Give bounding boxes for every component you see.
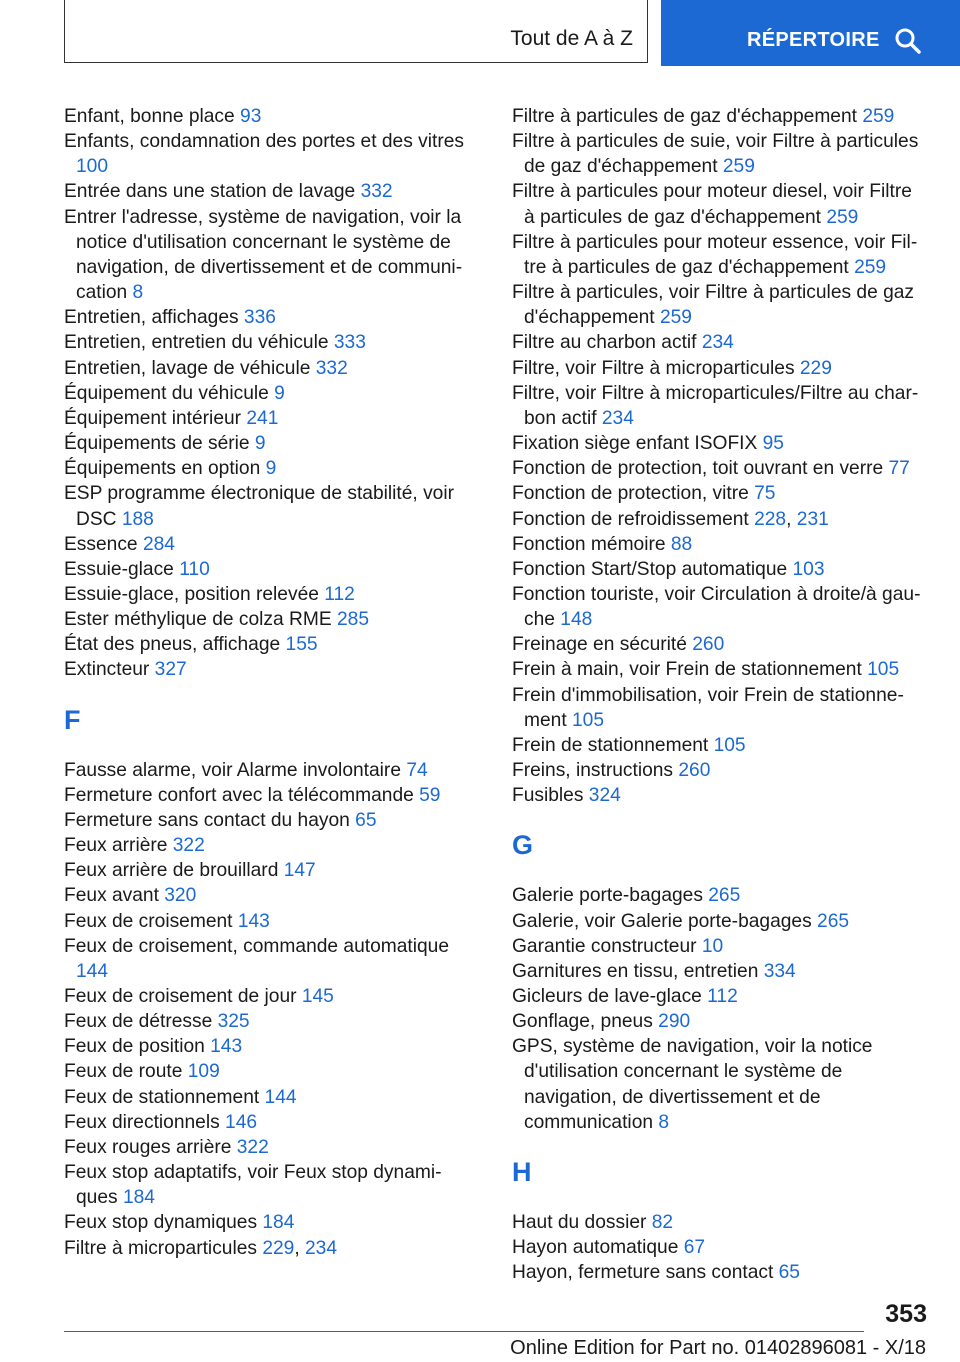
page-ref-link[interactable]: 229 bbox=[799, 357, 832, 379]
index-entry-text: Garantie constructeur bbox=[512, 935, 702, 957]
index-entry-text: Feux de position bbox=[64, 1036, 211, 1058]
index-entry bbox=[512, 632, 927, 657]
page-ref-link[interactable]: 332 bbox=[315, 357, 348, 379]
index-entry-text: Feux directionnels bbox=[64, 1111, 226, 1133]
page-ref-link[interactable]: 9 bbox=[254, 433, 266, 455]
index-letter-heading: F bbox=[64, 704, 81, 735]
index-entry bbox=[64, 984, 464, 1009]
tab-repertoire[interactable] bbox=[661, 0, 960, 66]
index-entry bbox=[512, 381, 927, 431]
index-entry-text: Équipement intérieur bbox=[64, 407, 247, 429]
index-entry bbox=[512, 431, 927, 456]
index-entry bbox=[64, 1210, 464, 1235]
index-entry-text: Fixation siège enfant ISOFIX bbox=[512, 433, 763, 455]
page-ref-link[interactable]: 8 bbox=[132, 282, 144, 304]
index-entry-text: Filtre à particules pour moteur essence, voir Filtre à particules de gaz d'échappement bbox=[512, 231, 918, 278]
page-ref-link[interactable]: 324 bbox=[588, 785, 621, 807]
page-ref-link[interactable]: 322 bbox=[172, 835, 205, 857]
page-ref-link[interactable]: 112 bbox=[324, 583, 355, 605]
page-ref-link[interactable]: 10 bbox=[701, 935, 724, 957]
index-entry-text: Filtre à microparticules bbox=[64, 1237, 263, 1259]
page-ref-link[interactable]: 231 bbox=[796, 508, 829, 530]
page-ref-link[interactable]: 143 bbox=[237, 910, 270, 932]
index-entry bbox=[512, 557, 927, 582]
index-entry-text: Fermeture confort avec la télécommande bbox=[64, 784, 420, 806]
index-entry-text: Filtre, voir Filtre à microparticules/Filtre au charbon actif bbox=[512, 382, 919, 429]
footer-divider bbox=[64, 1331, 864, 1332]
index-entry-text: Feux avant bbox=[64, 885, 165, 907]
index-entry bbox=[512, 657, 927, 682]
index-entry bbox=[512, 104, 927, 129]
index-entry-text: Équipements en option bbox=[64, 458, 266, 480]
page-ref-link[interactable]: 100 bbox=[76, 156, 109, 178]
index-entry bbox=[512, 683, 927, 733]
page-ref-link[interactable]: 234 bbox=[601, 407, 634, 429]
tab-repertoire-label: RÉPERTOIRE bbox=[747, 29, 880, 51]
index-entry-text: Garnitures en tissu, entretien bbox=[512, 960, 764, 982]
page-ref-link[interactable]: 241 bbox=[246, 407, 279, 429]
index-entry bbox=[64, 456, 464, 481]
page-ref-link[interactable]: 336 bbox=[243, 307, 276, 329]
index-entry bbox=[512, 1235, 927, 1260]
index-entry-text: Ester méthylique de colza RME bbox=[64, 609, 338, 631]
page-ref-link[interactable]: 9 bbox=[274, 382, 285, 404]
index-entry-text: GPS, système de navigation, voir la notice d'utilisation concernant le système de navigation, de divertissement et de communication bbox=[512, 1036, 873, 1133]
index-entry-text: Entretien, entretien du véhicule bbox=[64, 332, 334, 354]
index-entry bbox=[64, 481, 464, 531]
index-entry-text: Gonflage, pneus bbox=[512, 1011, 659, 1033]
index-entry-text: Fonction de refroidissement bbox=[512, 508, 755, 530]
index-entry bbox=[64, 356, 464, 381]
index-entry bbox=[512, 909, 927, 934]
page-ref-link[interactable]: 147 bbox=[283, 860, 316, 882]
page-ref-link[interactable]: 105 bbox=[572, 709, 605, 731]
index-entry bbox=[512, 984, 927, 1009]
index-entry-text: Feux de stationnement bbox=[64, 1086, 265, 1108]
index-entry bbox=[64, 1160, 464, 1210]
page-ref-link[interactable]: 143 bbox=[210, 1036, 243, 1058]
index-entry bbox=[64, 758, 464, 783]
page-ref-link[interactable]: 265 bbox=[817, 910, 850, 932]
page-ref-link[interactable]: 325 bbox=[217, 1011, 250, 1033]
page-ref-link[interactable]: 284 bbox=[142, 533, 175, 555]
index-entry-text: Extincteur bbox=[64, 659, 155, 681]
index-entry-text: Feux stop adaptatifs, voir Feux stop dynamiques bbox=[64, 1162, 442, 1209]
index-entry-text: Hayon, fermeture sans contact bbox=[512, 1262, 779, 1284]
page-ref-link[interactable]: 77 bbox=[888, 458, 910, 480]
index-entry-text: État des pneus, affichage bbox=[64, 634, 286, 656]
index-entry bbox=[64, 934, 464, 984]
page-ref-link[interactable]: 260 bbox=[692, 634, 725, 656]
index-entry-text: Gicleurs de lave-glace bbox=[512, 986, 708, 1007]
index-entry-text: Équipements de série bbox=[64, 433, 255, 455]
index-entry bbox=[64, 632, 464, 657]
index-entry-text: ESP programme électronique de stabilité, voir DSC bbox=[64, 483, 454, 530]
index-entry bbox=[512, 230, 927, 280]
index-entry bbox=[64, 582, 464, 607]
page-ref-link[interactable]: 229 bbox=[262, 1237, 295, 1259]
page-ref-link[interactable]: 59 bbox=[419, 784, 441, 806]
page-ref-link[interactable]: 75 bbox=[754, 483, 776, 505]
index-entry bbox=[64, 1059, 464, 1084]
page-ref-link[interactable]: 285 bbox=[337, 609, 370, 631]
index-entry bbox=[64, 179, 464, 204]
page-ref-link[interactable]: 290 bbox=[658, 1011, 691, 1033]
page-ref-link[interactable]: 8 bbox=[658, 1111, 670, 1133]
page-ref-link[interactable]: 322 bbox=[236, 1136, 269, 1158]
index-entry bbox=[64, 129, 464, 179]
index-entry-text: Haut du dossier bbox=[512, 1211, 652, 1233]
page-ref-link[interactable]: 259 bbox=[826, 206, 859, 228]
page-ref-link[interactable]: 144 bbox=[76, 960, 109, 982]
index-entry-text: Essuie-glace, position relevée bbox=[64, 583, 325, 605]
index-letter-heading: H bbox=[512, 1156, 532, 1187]
index-entry bbox=[64, 330, 464, 355]
page-ref-link[interactable]: 148 bbox=[560, 609, 593, 631]
index-entry-text: Feux arrière de brouillard bbox=[64, 860, 284, 882]
page-ref-link[interactable]: 67 bbox=[683, 1237, 706, 1259]
index-entry bbox=[64, 909, 464, 934]
index-entry bbox=[512, 507, 927, 532]
index-entry bbox=[512, 356, 927, 381]
index-entry bbox=[512, 1034, 927, 1135]
index-entry-text: Filtre à particules de suie, voir Filtre à particules de gaz d'échappement bbox=[512, 131, 919, 178]
index-entry-text: Feux de route bbox=[64, 1061, 188, 1083]
page-ref-link[interactable]: 155 bbox=[285, 634, 318, 656]
page-ref-link[interactable]: 103 bbox=[792, 558, 825, 580]
index-entry-text: Freinage en sécurité bbox=[512, 634, 693, 656]
page-ref-link[interactable]: 320 bbox=[164, 885, 197, 907]
tab-a-to-z[interactable] bbox=[64, 0, 648, 63]
page-number: 353 bbox=[885, 1300, 927, 1328]
index-entry bbox=[512, 582, 927, 632]
page-ref-link[interactable]: 332 bbox=[360, 181, 393, 203]
page-ref-link[interactable]: 65 bbox=[355, 809, 377, 831]
index-entry-text: Fonction Start/Stop automatique bbox=[512, 558, 793, 580]
index-entry bbox=[64, 657, 464, 682]
index-entry-text: Galerie, voir Galerie porte-bagages bbox=[512, 910, 818, 932]
index-entry bbox=[512, 1260, 927, 1285]
index-entry-text: Entretien, lavage de véhicule bbox=[64, 357, 316, 379]
index-entry-text: Feux stop dynamiques bbox=[64, 1212, 263, 1234]
index-entry-text: Galerie porte-bagages bbox=[512, 885, 709, 907]
index-entry bbox=[64, 833, 464, 858]
page-ref-link[interactable]: 82 bbox=[651, 1211, 674, 1233]
index-entry bbox=[512, 129, 927, 179]
header bbox=[0, 0, 960, 66]
index-entry bbox=[64, 808, 464, 833]
page-ref-link[interactable]: 184 bbox=[262, 1212, 295, 1234]
index-entry-text: Filtre au charbon actif bbox=[512, 332, 702, 354]
index-entry bbox=[64, 783, 464, 808]
index-entry-text: Frein à main, voir Frein de stationnement bbox=[512, 659, 868, 681]
index-entry-text: Fonction de protection, vitre bbox=[512, 483, 755, 505]
page-ref-link[interactable]: 144 bbox=[264, 1086, 297, 1108]
index-entry bbox=[64, 557, 464, 582]
page-ref-link[interactable]: 93 bbox=[240, 106, 262, 127]
index-entry bbox=[64, 104, 464, 129]
footer-edition: Online Edition for Part no. 01402896081 - X/18 bbox=[510, 1337, 926, 1359]
index-entry bbox=[64, 532, 464, 557]
page-ref-link[interactable]: 9 bbox=[265, 458, 277, 480]
page-ref-link[interactable]: 228 bbox=[754, 508, 787, 530]
index-entry bbox=[64, 381, 464, 406]
page-ref-link[interactable]: 95 bbox=[762, 433, 784, 455]
index-entry-text: Feux de croisement de jour bbox=[64, 986, 302, 1007]
index-entry bbox=[512, 456, 927, 481]
page-ref-link[interactable]: 74 bbox=[406, 759, 428, 781]
index-entry-text: Filtre, voir Filtre à microparticules bbox=[512, 357, 800, 379]
index-entry-text: Feux rouges arrière bbox=[64, 1136, 237, 1158]
index-entry bbox=[512, 883, 927, 908]
page-ref-link[interactable]: 259 bbox=[659, 307, 692, 329]
index-entry-text: Essence bbox=[64, 533, 143, 555]
page-ref-link[interactable]: 259 bbox=[862, 106, 895, 127]
index-entry bbox=[64, 431, 464, 456]
page-ref-link[interactable]: 184 bbox=[122, 1187, 155, 1209]
index-entry-text: Feux arrière bbox=[64, 835, 173, 857]
ref-separator: , bbox=[294, 1237, 306, 1259]
index-entry-text: Freins, instructions bbox=[512, 760, 679, 782]
index-entry bbox=[512, 733, 927, 758]
page-ref-link[interactable]: 234 bbox=[701, 332, 734, 354]
index-entry bbox=[512, 758, 927, 783]
index-entry bbox=[512, 179, 927, 229]
index-entry bbox=[64, 1110, 464, 1135]
index-entry bbox=[512, 959, 927, 984]
page-ref-link[interactable]: 105 bbox=[713, 734, 746, 756]
index-entry bbox=[512, 1009, 927, 1034]
page-ref-link[interactable]: 105 bbox=[867, 659, 900, 681]
index-entry bbox=[512, 280, 927, 330]
page-ref-link[interactable]: 265 bbox=[708, 885, 741, 907]
index-entry bbox=[64, 1034, 464, 1059]
page-ref-link[interactable]: 259 bbox=[722, 156, 755, 178]
index-entry-text: Feux de croisement, commande automatique bbox=[64, 935, 450, 957]
page-ref-link[interactable]: 110 bbox=[179, 558, 210, 580]
index-entry-text: Entrée dans une station de lavage bbox=[64, 181, 361, 203]
index-letter-heading: G bbox=[512, 830, 534, 861]
index-entry-text: Entrer l'adresse, système de navigation, voir la notice d'utilisation concernant le système de navigation, de divertissement et de communication bbox=[64, 206, 463, 304]
index-entry-text: Filtre à particules, voir Filtre à particules de gaz d'échappement bbox=[512, 282, 915, 329]
page-ref-link[interactable]: 65 bbox=[778, 1262, 800, 1284]
index-column-right bbox=[512, 104, 927, 1285]
index-entry-text: Fonction de protection, toit ouvrant en verre bbox=[512, 458, 889, 480]
index-entry-text: Fusibles bbox=[512, 785, 589, 807]
index-entry-text: Hayon automatique bbox=[512, 1237, 684, 1259]
index-entry-text: Frein d'immobilisation, voir Frein de stationnement bbox=[512, 684, 904, 731]
index-entry-text: Filtre à particules pour moteur diesel, voir Filtre à particules de gaz d'échappement bbox=[512, 181, 912, 228]
page-ref-link[interactable]: 260 bbox=[678, 760, 711, 782]
index-entry bbox=[64, 406, 464, 431]
tab-a-to-z-label: Tout de A à Z bbox=[510, 27, 633, 50]
page-ref-link[interactable]: 334 bbox=[763, 960, 796, 982]
index-entry-text: Équipement du véhicule bbox=[64, 382, 275, 404]
index-entry bbox=[512, 330, 927, 355]
index-entry-text: Fonction touriste, voir Circulation à droite/à gauche bbox=[512, 583, 921, 631]
index-entry bbox=[512, 783, 927, 808]
index-entry-text: Fermeture sans contact du hayon bbox=[64, 809, 356, 831]
index-entry bbox=[512, 532, 927, 557]
index-column-left bbox=[64, 104, 464, 1261]
index-entry-text: Essuie-glace bbox=[64, 558, 180, 580]
index-entry bbox=[64, 1009, 464, 1034]
index-entry-text: Enfant, bonne place bbox=[64, 106, 241, 127]
index-entry-text: Enfants, condamnation des portes et des vitres bbox=[64, 131, 464, 153]
index-entry bbox=[64, 883, 464, 908]
index-entry bbox=[64, 858, 464, 883]
index-entry bbox=[64, 1135, 464, 1160]
index-entry bbox=[64, 1085, 464, 1110]
index-entry-text: Fausse alarme, voir Alarme involontaire bbox=[64, 759, 407, 781]
index-entry-text: Entretien, affichages bbox=[64, 307, 244, 329]
index-entry bbox=[64, 1236, 464, 1261]
index-entry bbox=[512, 1210, 927, 1235]
index-entry-text: Frein de stationnement bbox=[512, 734, 714, 756]
index-entry-text: Filtre à particules de gaz d'échappement bbox=[512, 106, 863, 127]
search-icon[interactable] bbox=[894, 27, 922, 55]
page-ref-link[interactable]: 188 bbox=[121, 508, 154, 530]
index-entry bbox=[64, 305, 464, 330]
page-ref-link[interactable]: 234 bbox=[305, 1237, 338, 1259]
ref-separator: , bbox=[786, 508, 797, 530]
index-entry-text: Fonction mémoire bbox=[512, 533, 671, 555]
page-ref-link[interactable]: 259 bbox=[854, 256, 887, 278]
index-entry bbox=[64, 607, 464, 632]
page-ref-link[interactable]: 112 bbox=[707, 986, 738, 1007]
page-ref-link[interactable]: 146 bbox=[225, 1111, 258, 1133]
page-ref-link[interactable]: 109 bbox=[187, 1061, 220, 1083]
index-entry bbox=[64, 205, 464, 306]
index-entry bbox=[512, 481, 927, 506]
page-ref-link[interactable]: 333 bbox=[333, 332, 366, 354]
page-ref-link[interactable]: 145 bbox=[301, 986, 334, 1007]
index-entry-text: Feux de détresse bbox=[64, 1011, 218, 1033]
index-entry bbox=[512, 934, 927, 959]
page-ref-link[interactable]: 327 bbox=[154, 659, 187, 681]
page-ref-link[interactable]: 88 bbox=[670, 533, 693, 555]
index-entry-text: Feux de croisement bbox=[64, 910, 238, 932]
